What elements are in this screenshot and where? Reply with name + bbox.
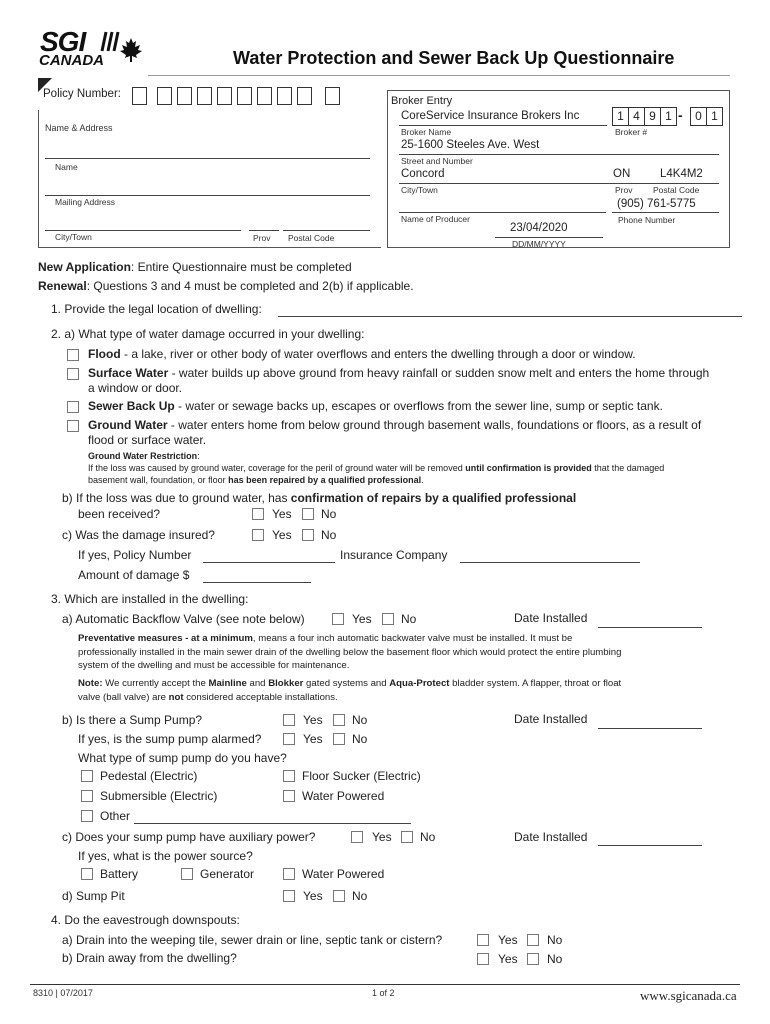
aux-water-powered-label: Water Powered — [302, 867, 385, 881]
note-text-2a: valve (ball valve) are — [78, 691, 169, 703]
water-powered-label: Water Powered — [302, 789, 385, 803]
mailing-address-line[interactable] — [45, 195, 370, 196]
producer-line[interactable] — [399, 212, 606, 213]
generator-label: Generator — [200, 867, 255, 881]
prev-bold: Preventative measures - at a minimum — [78, 633, 253, 644]
sewer-back-up-bold: Sewer Back Up — [88, 399, 175, 413]
q2b-text-1: b) If the loss was due to ground water, has — [62, 491, 291, 505]
broker-city-label: City/Town — [401, 185, 438, 195]
date-format-label: DD/MM/YYYY — [512, 239, 566, 249]
mailing-address-label: Mailing Address — [55, 197, 116, 207]
surface-water-text-2: a window or door. — [88, 381, 183, 395]
q4b-yes-checkbox[interactable] — [477, 953, 489, 965]
sewer-back-up-text: - water or sewage backs up, escapes or overflows from the sewer line, sump or septic tank. — [174, 399, 663, 413]
generator-checkbox[interactable] — [181, 868, 193, 880]
broker-number-digit[interactable]: 4 — [628, 107, 645, 126]
ground-water-text-2: flood or surface water. — [88, 433, 207, 447]
q3b-no-checkbox[interactable] — [333, 714, 345, 726]
insurance-company-label: Insurance Company — [340, 548, 448, 562]
sgi-canada-logo — [38, 26, 148, 76]
broker-city-value[interactable]: Concord — [401, 168, 445, 180]
q1-legal-location-line[interactable] — [278, 316, 742, 317]
note-aqua: Aqua-Protect — [389, 678, 450, 689]
surface-water-checkbox[interactable] — [67, 368, 79, 380]
q3b-no-label: No — [352, 713, 368, 727]
renewal-note — [38, 279, 414, 293]
q3b-date-installed-label: Date Installed — [514, 712, 588, 726]
flood-checkbox[interactable] — [67, 349, 79, 361]
q2c-no-label: No — [321, 528, 337, 542]
floor-sucker-checkbox[interactable] — [283, 770, 295, 782]
q4b-question: b) Drain away from the dwelling? — [62, 951, 237, 965]
q3b-alarm-question: If yes, is the sump pump alarmed? — [78, 732, 262, 746]
prov-line[interactable] — [249, 230, 279, 231]
q2b-question-2: been received? — [78, 507, 161, 521]
other-pump-label: Other — [100, 809, 131, 823]
note-bold: Note: — [78, 678, 103, 689]
name-line[interactable] — [45, 158, 370, 159]
q3c-no-checkbox[interactable] — [401, 831, 413, 843]
amount-of-damage-line[interactable] — [203, 582, 311, 583]
restriction-2c: . — [421, 475, 424, 485]
note-mainline: Mainline — [208, 678, 247, 689]
maple-leaf-icon — [120, 38, 142, 67]
ground-water-restriction — [88, 450, 748, 486]
q2c-no-checkbox[interactable] — [302, 529, 314, 541]
q3b-alarm-no-label: No — [352, 732, 368, 746]
broker-phone-line — [612, 212, 719, 213]
q4a-no-label: No — [547, 933, 563, 947]
policy-digit-box[interactable] — [277, 87, 292, 105]
q3d-question: d) Sump Pit — [62, 889, 125, 903]
amount-of-damage-label: Amount of damage $ — [78, 568, 190, 582]
policy-digit-box[interactable] — [157, 87, 172, 105]
logo-sgi-text: SGI — [40, 26, 86, 57]
q3a-no-label: No — [401, 612, 417, 626]
broker-street-label: Street and Number — [401, 156, 473, 166]
broker-number-digit[interactable]: 1 — [612, 107, 629, 126]
title-rule — [148, 75, 730, 76]
pedestal-checkbox[interactable] — [81, 770, 93, 782]
q3a-no-checkbox[interactable] — [382, 613, 394, 625]
accepted-systems-note — [78, 677, 748, 704]
policy-digit-box[interactable] — [197, 87, 212, 105]
battery-label: Battery — [100, 867, 139, 881]
q2b-question — [62, 491, 576, 505]
date-value[interactable]: 23/04/2020 — [510, 222, 568, 234]
broker-phone-label: Phone Number — [618, 215, 676, 225]
broker-prov-value[interactable]: ON — [613, 168, 631, 180]
q4-title: 4. Do the eavestrough downspouts: — [51, 913, 240, 927]
prev-text-2: professionally installed in the main sewer drain of the dwelling below the basement floor which would protect the entire plumbing — [78, 646, 622, 658]
flood-text: - a lake, river or other body of water overflows and enters the dwelling through a door or window. — [120, 347, 636, 361]
city-line[interactable] — [45, 230, 241, 231]
q3c-yes-checkbox[interactable] — [351, 831, 363, 843]
broker-name-label: Broker Name — [401, 127, 452, 137]
q3d-yes-label: Yes — [303, 889, 323, 903]
broker-postal-label: Postal Code — [653, 185, 700, 195]
website: www.sgicanada.ca — [640, 988, 737, 1003]
restriction-1c: that the damaged — [591, 463, 665, 473]
city-label: City/Town — [55, 232, 92, 242]
note-blokker: Blokker — [268, 678, 304, 689]
q3b-type-question: What type of sump pump do you have? — [78, 751, 287, 765]
policy-number-field-label: If yes, Policy Number — [78, 548, 192, 562]
date-line — [495, 237, 603, 238]
q3b-alarm-no-checkbox[interactable] — [333, 733, 345, 745]
q3c-source-question: If yes, what is the power source? — [78, 849, 253, 863]
q4b-no-label: No — [547, 952, 563, 966]
q3b-yes-checkbox[interactable] — [283, 714, 295, 726]
q3c-yes-label: Yes — [372, 830, 392, 844]
logo-stripes — [96, 30, 122, 52]
q3a-date-installed-label: Date Installed — [514, 611, 588, 625]
q2b-bold: confirmation of repairs by a qualified professional — [290, 491, 577, 505]
broker-city-line — [399, 183, 719, 184]
q4a-question: a) Drain into the weeping tile, sewer drain or line, septic tank or cistern? — [62, 933, 443, 947]
ground-water-bold: Ground Water — [88, 418, 168, 432]
q4a-yes-label: Yes — [498, 933, 518, 947]
restriction-colon: : — [197, 451, 200, 461]
new-application-bold: New Application — [38, 260, 131, 274]
broker-name-line — [399, 125, 607, 126]
q3a-yes-label: Yes — [352, 612, 372, 626]
aux-water-powered-checkbox[interactable] — [283, 868, 295, 880]
broker-number-suffix-digit[interactable]: 0 — [690, 107, 707, 126]
pedestal-label: Pedestal (Electric) — [100, 769, 198, 783]
note-text-2b: considered acceptable installations. — [183, 691, 338, 703]
q2b-no-label: No — [321, 507, 337, 521]
form-code: 8310 | 07/2017 — [33, 988, 93, 998]
broker-street-value[interactable]: 25-1600 Steeles Ave. West — [401, 139, 540, 151]
policy-digit-box[interactable] — [217, 87, 232, 105]
sewer-back-up-option — [88, 399, 663, 413]
new-application-text: : Entire Questionnaire must be completed — [130, 260, 352, 274]
broker-number-label: Broker # — [615, 127, 648, 137]
insurance-company-line[interactable] — [460, 562, 640, 563]
broker-street-line — [399, 154, 719, 155]
producer-label: Name of Producer — [401, 214, 470, 224]
broker-postal-value[interactable]: L4K4M2 — [660, 168, 703, 180]
postal-line[interactable] — [283, 230, 370, 231]
q3d-no-checkbox[interactable] — [333, 890, 345, 902]
broker-number-separator: - — [678, 107, 683, 123]
other-pump-checkbox[interactable] — [81, 810, 93, 822]
q3a-yes-checkbox[interactable] — [332, 613, 344, 625]
q3c-no-label: No — [420, 830, 436, 844]
page-title: Water Protection and Sewer Back Up Questionnaire — [233, 48, 675, 68]
q4b-yes-label: Yes — [498, 952, 518, 966]
prev-text-3: system of the dwelling and must be accessible for maintenance. — [78, 660, 350, 671]
q2c-yes-checkbox[interactable] — [252, 529, 264, 541]
new-application-note — [38, 260, 352, 274]
q2b-yes-label: Yes — [272, 507, 292, 521]
q2c-question: c) Was the damage insured? — [62, 528, 215, 542]
flood-option — [88, 347, 636, 361]
restriction-1a: If the loss was caused by ground water, coverage for the peril of ground water will be removed — [88, 463, 466, 473]
water-powered-checkbox[interactable] — [283, 790, 295, 802]
q3c-question: c) Does your sump pump have auxiliary power? — [62, 830, 316, 844]
note-text-1b: gated systems and — [303, 678, 390, 689]
policy-digit-box[interactable] — [297, 87, 312, 105]
broker-name-value[interactable]: CoreService Insurance Brokers Inc — [401, 110, 580, 122]
policy-number-line[interactable] — [203, 562, 335, 563]
policy-digit-box[interactable] — [257, 87, 272, 105]
restriction-1b: until confirmation is provided — [465, 463, 592, 473]
policy-number-label: Policy Number: — [43, 88, 121, 100]
restriction-2a: basement wall, foundation, or floor — [88, 475, 229, 485]
q2a-question: 2. a) What type of water damage occurred in your dwelling: — [51, 327, 365, 341]
surface-water-bold: Surface Water — [88, 366, 169, 380]
q4a-yes-checkbox[interactable] — [477, 934, 489, 946]
flood-bold: Flood — [88, 347, 121, 361]
policy-digit-box[interactable] — [325, 87, 340, 105]
q3d-yes-checkbox[interactable] — [283, 890, 295, 902]
q2b-no-checkbox[interactable] — [302, 508, 314, 520]
sewer-back-up-checkbox[interactable] — [67, 401, 79, 413]
ground-water-checkbox[interactable] — [67, 420, 79, 432]
restriction-title: Ground Water Restriction — [88, 451, 198, 461]
broker-number-digit[interactable]: 1 — [660, 107, 677, 126]
floor-sucker-label: Floor Sucker (Electric) — [302, 769, 421, 783]
q3b-yes-label: Yes — [303, 713, 323, 727]
postal-label: Postal Code — [288, 233, 335, 243]
ground-water-text: - water enters home from below ground through basement walls, foundations or floors, as a result of — [167, 418, 702, 432]
note-not: not — [168, 691, 184, 703]
submersible-checkbox[interactable] — [81, 790, 93, 802]
note-and: and — [246, 678, 269, 689]
battery-checkbox[interactable] — [81, 868, 93, 880]
preventative-measures-note — [78, 632, 748, 673]
q3a-date-installed-line[interactable] — [598, 627, 702, 628]
broker-phone-value[interactable]: (905) 761-5775 — [617, 198, 696, 210]
renewal-text: : Questions 3 and 4 must be completed and 2(b) if applicable. — [86, 279, 414, 293]
q3b-question: b) Is there a Sump Pump? — [62, 713, 203, 727]
surface-water-text: - water builds up above ground from heavy rainfall or sudden snow melt and enters the home through — [168, 366, 710, 380]
prov-label: Prov — [253, 233, 271, 243]
ground-water-option — [88, 418, 748, 448]
q3a-question: a) Automatic Backflow Valve (see note below) — [62, 612, 305, 626]
q3b-date-installed-line[interactable] — [598, 728, 702, 729]
broker-number-suffix-digit[interactable]: 1 — [706, 107, 723, 126]
surface-water-option — [88, 366, 748, 396]
policy-digit-box[interactable] — [132, 87, 147, 105]
q3-title: 3. Which are installed in the dwelling: — [51, 592, 249, 606]
q1-legal-location-label: 1. Provide the legal location of dwelling: — [51, 302, 262, 316]
q2b-yes-checkbox[interactable] — [252, 508, 264, 520]
submersible-label: Submersible (Electric) — [100, 789, 218, 803]
other-pump-line[interactable] — [134, 823, 411, 824]
q4b-no-checkbox[interactable] — [527, 953, 539, 965]
policy-digit-box[interactable] — [237, 87, 252, 105]
q3b-alarm-yes-checkbox[interactable] — [283, 733, 295, 745]
restriction-2b: has been repaired by a qualified professional — [228, 475, 422, 485]
q3b-alarm-yes-label: Yes — [303, 732, 323, 746]
note-text-1a: We currently accept the — [102, 678, 209, 689]
renewal-bold: Renewal — [38, 279, 87, 293]
broker-prov-label: Prov — [615, 185, 633, 195]
prev-text-1: , means a four inch automatic backwater valve must be installed. It must be — [252, 633, 573, 644]
broker-entry-label: Broker Entry — [391, 95, 453, 107]
q3d-no-label: No — [352, 889, 368, 903]
footer-rule — [30, 984, 740, 985]
q3c-date-installed-label: Date Installed — [514, 830, 588, 844]
broker-number-digit[interactable]: 9 — [644, 107, 661, 126]
page-number: 1 of 2 — [372, 988, 395, 998]
logo-canada-text: CANADA — [39, 52, 104, 69]
name-label: Name — [55, 162, 78, 172]
name-address-label: Name & Address — [45, 123, 113, 133]
q3c-date-installed-line[interactable] — [598, 845, 702, 846]
q2c-yes-label: Yes — [272, 528, 292, 542]
note-text-1c: bladder system. A flapper, throat or float — [449, 678, 622, 689]
policy-digit-box[interactable] — [177, 87, 192, 105]
q4a-no-checkbox[interactable] — [527, 934, 539, 946]
